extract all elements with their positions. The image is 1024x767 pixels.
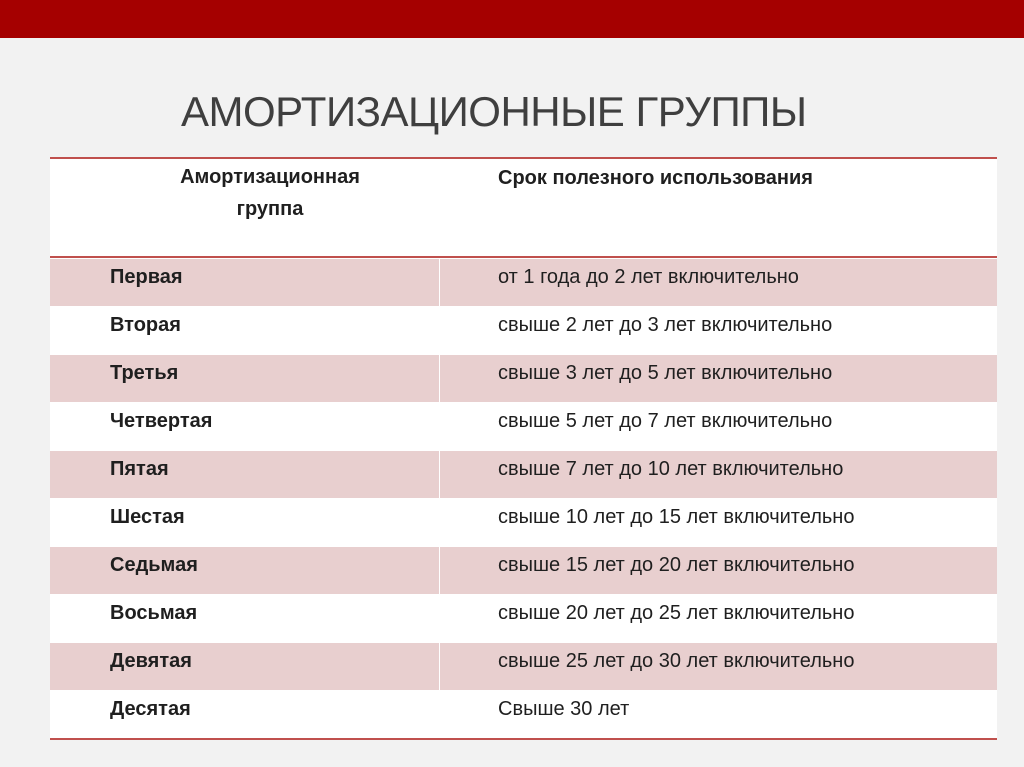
cell-term: свыше 7 лет до 10 лет включительно — [498, 458, 844, 480]
header-group-line2: группа — [236, 198, 304, 220]
cell-group: Девятая — [110, 650, 192, 672]
cell-group: Третья — [110, 362, 179, 384]
cell-group: Десятая — [110, 698, 191, 720]
header-group-line1: Амортизационная — [180, 166, 360, 188]
table-row — [50, 402, 997, 450]
column-divider — [439, 355, 440, 402]
cell-term: свыше 2 лет до 3 лет включительно — [498, 314, 833, 336]
column-divider — [439, 547, 440, 594]
header-group — [120, 161, 420, 225]
cell-group: Первая — [110, 266, 183, 288]
table-row — [50, 642, 997, 690]
table-row — [50, 258, 997, 306]
header-term: Срок полезного использования — [498, 167, 813, 189]
table-row — [50, 450, 997, 498]
column-divider — [439, 451, 440, 498]
cell-group: Шестая — [110, 506, 185, 528]
top-accent-bar — [0, 0, 1024, 38]
cell-group: Седьмая — [110, 554, 198, 576]
cell-term: от 1 года до 2 лет включительно — [498, 266, 799, 288]
slide-title: АМОРТИЗАЦИОННЫЕ ГРУППЫ — [181, 88, 807, 135]
table-row — [50, 594, 997, 642]
column-divider — [439, 259, 440, 306]
cell-group: Вторая — [110, 314, 181, 336]
cell-group: Пятая — [110, 458, 169, 480]
table-header-row — [50, 159, 997, 258]
cell-term: свыше 25 лет до 30 лет включительно — [498, 650, 855, 672]
table-row — [50, 306, 997, 354]
cell-term: Свыше 30 лет — [498, 698, 630, 720]
cell-term: свыше 20 лет до 25 лет включительно — [498, 602, 855, 624]
table-row — [50, 546, 997, 594]
cell-group: Четвертая — [110, 410, 213, 432]
depreciation-groups-table — [50, 157, 997, 740]
table-row — [50, 690, 997, 738]
column-divider — [439, 643, 440, 690]
table-row — [50, 354, 997, 402]
cell-term: свыше 3 лет до 5 лет включительно — [498, 362, 833, 384]
cell-term: свыше 15 лет до 20 лет включительно — [498, 554, 855, 576]
cell-term: свыше 5 лет до 7 лет включительно — [498, 410, 833, 432]
cell-term: свыше 10 лет до 15 лет включительно — [498, 506, 855, 528]
cell-group: Восьмая — [110, 602, 198, 624]
table-row — [50, 498, 997, 546]
